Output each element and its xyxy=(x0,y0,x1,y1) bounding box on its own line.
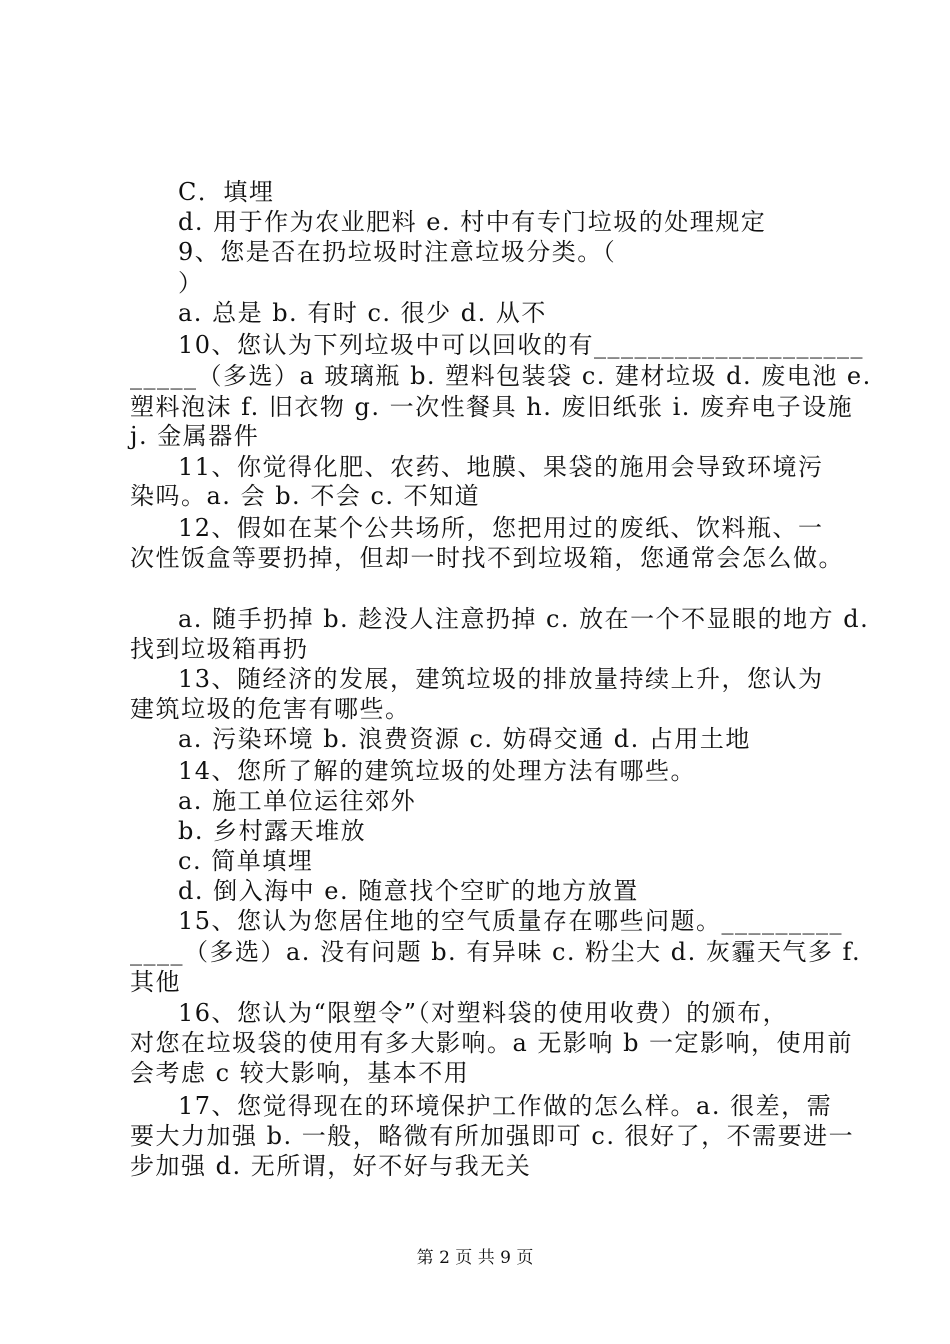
text-line: 15、您认为您居住地的空气质量存在哪些问题。_________ xyxy=(178,907,844,935)
text-line: c. 简单填埋 xyxy=(178,847,314,875)
text-line: 塑料泡沫 f. 旧衣物 g. 一次性餐具 h. 废旧纸张 i. 废弃电子设施 xyxy=(130,393,854,421)
text-line: C．填埋 xyxy=(178,178,275,206)
text-line: d. 用于作为农业肥料 e. 村中有专门垃圾的处理规定 xyxy=(178,208,767,236)
text-line: b. 乡村露天堆放 xyxy=(178,817,367,845)
text-line: 会考虑 c 较大影响，基本不用 xyxy=(130,1059,470,1087)
text-line: 建筑垃圾的危害有哪些。 xyxy=(130,695,411,723)
text-line: 16、您认为“限塑令”（对塑料袋的使用收费）的颁布， xyxy=(178,999,789,1027)
text-line: 14、您所了解的建筑垃圾的处理方法有哪些。 xyxy=(178,757,697,785)
text-line: a. 施工单位运往郊外 xyxy=(178,787,417,815)
text-line: 对您在垃圾袋的使用有多大影响。a 无影响 b 一定影响，使用前 xyxy=(130,1029,854,1057)
text-line: a. 污染环境 b. 浪费资源 c. 妨碍交通 d. 占用土地 xyxy=(178,725,751,753)
text-line: 次性饭盒等要扔掉，但却一时找不到垃圾箱，您通常会怎么做。 xyxy=(130,544,844,572)
text-line: 其他 xyxy=(130,968,181,996)
text-line: 要大力加强 b. 一般，略微有所加强即可 c. 很好了，不需要进一 xyxy=(130,1122,855,1150)
text-line: 染吗。a. 会 b. 不会 c. 不知道 xyxy=(130,482,481,510)
text-line: 9、您是否在扔垃圾时注意垃圾分类。（ xyxy=(178,238,617,266)
text-line: 步加强 d. 无所谓，好不好与我无关 xyxy=(130,1152,532,1180)
text-line: d. 倒入海中 e. 随意找个空旷的地方放置 xyxy=(178,877,639,905)
text-line: 17、您觉得现在的环境保护工作做的怎么样。a. 很差，需 xyxy=(178,1092,833,1120)
text-line: ） xyxy=(178,269,204,297)
text-line: 找到垃圾箱再扔 xyxy=(130,635,309,663)
page-footer: 第 2 页 共 9 页 xyxy=(416,1248,534,1268)
text-line: 13、随经济的发展，建筑垃圾的排放量持续上升，您认为 xyxy=(178,665,824,693)
text-line: a. 总是 b. 有时 c. 很少 d. 从不 xyxy=(178,299,547,327)
text-line: j. 金属器件 xyxy=(130,422,260,450)
text-line: ____（多选）a. 没有问题 b. 有异味 c. 粉尘大 d. 灰霾天气多 f. xyxy=(130,938,862,966)
text-line: 11、你觉得化肥、农药、地膜、果袋的施用会导致环境污 xyxy=(178,453,824,481)
text-line: 12、假如在某个公共场所，您把用过的废纸、饮料瓶、一 xyxy=(178,514,824,542)
text-line: a. 随手扔掉 b. 趁没人注意扔掉 c. 放在一个不显眼的地方 d. xyxy=(178,605,870,633)
text-line: 10、您认为下列垃圾中可以回收的有____________________ xyxy=(178,331,865,359)
text-line: _____（多选）a 玻璃瓶 b. 塑料包装袋 c. 建材垃圾 d. 废电池 e. xyxy=(130,362,872,390)
